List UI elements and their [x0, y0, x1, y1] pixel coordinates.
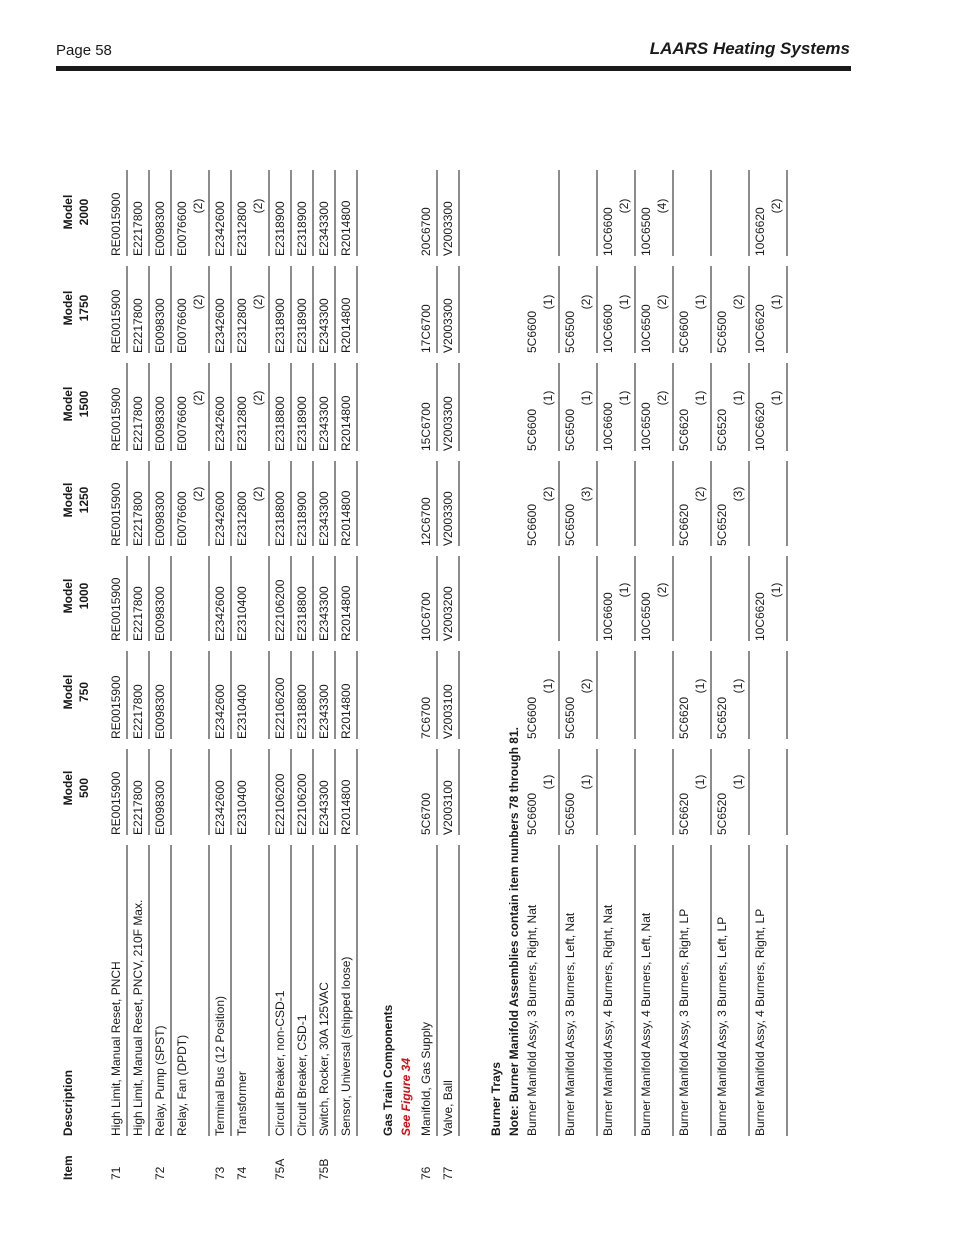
row-description: Burner Manifold Assy, 4 Burners, Right, LP — [753, 908, 767, 1136]
row-description: Burner Manifold Assy, 3 Burners, Left, LP — [715, 916, 729, 1136]
part-number: E2318800 — [295, 684, 309, 739]
part-number: 15C6700 — [419, 402, 433, 451]
quantity: (1) — [541, 678, 555, 694]
row-description: Terminal Bus (12 Position) — [213, 995, 227, 1136]
quantity: (2) — [251, 294, 265, 310]
part-number: 10C6600 — [601, 402, 615, 451]
item-number: 77 — [441, 1166, 455, 1180]
quantity: (2) — [769, 198, 783, 214]
part-number: E0098300 — [153, 586, 167, 641]
part-number: 5C6500 — [563, 408, 577, 451]
part-number: E2217800 — [131, 586, 145, 641]
row-description: Burner Manifold Assy, 4 Burners, Right, Nat — [601, 904, 615, 1136]
row-description: Circuit Breaker, CSD-1 — [295, 1014, 309, 1136]
row-description: Burner Manifold Assy, 3 Burners, Left, Nat — [563, 912, 577, 1136]
part-number: E2318900 — [295, 298, 309, 353]
header-rule — [56, 66, 851, 71]
part-number: E2343300 — [317, 298, 331, 353]
part-number: 5C6520 — [715, 696, 729, 739]
header-model-number: 1750 — [77, 294, 91, 322]
part-number: E2318900 — [295, 396, 309, 451]
row-description: High Limit, Manual Reset, PNCV, 210F Max. — [131, 899, 145, 1136]
part-number: E22106200 — [273, 773, 287, 835]
part-number: E2312800 — [235, 201, 249, 256]
quantity: (2) — [251, 198, 265, 214]
part-number: RE0015900 — [109, 675, 123, 739]
quantity: (2) — [693, 486, 707, 502]
part-number: 5C6500 — [563, 696, 577, 739]
quantity: (1) — [579, 774, 593, 790]
quantity: (1) — [693, 294, 707, 310]
quantity: (1) — [579, 390, 593, 406]
header-model-number: 1000 — [77, 582, 91, 610]
part-number: V2003100 — [441, 684, 455, 739]
part-number: E0076600 — [175, 298, 189, 353]
part-number: 5C6620 — [677, 503, 691, 546]
quantity: (2) — [191, 486, 205, 502]
part-number: 10C6500 — [639, 592, 653, 641]
header-model-label: Model — [61, 578, 75, 614]
part-number: E0098300 — [153, 298, 167, 353]
header-model-label: Model — [61, 770, 75, 806]
header-item: Item — [61, 1155, 75, 1180]
part-number: 5C6500 — [563, 792, 577, 835]
quantity: (2) — [191, 294, 205, 310]
header-model-number: 750 — [77, 681, 91, 703]
row-description: Relay, Fan (DPDT) — [175, 1034, 189, 1136]
part-number: E2217800 — [131, 684, 145, 739]
section-burner-title: Burner Trays — [489, 1061, 503, 1136]
part-number: E2217800 — [131, 780, 145, 835]
quantity: (1) — [731, 390, 745, 406]
item-number: 74 — [235, 1166, 249, 1180]
part-number: 10C6700 — [419, 592, 433, 641]
part-number: 5C6600 — [525, 696, 539, 739]
quantity: (2) — [655, 390, 669, 406]
part-number: E22106200 — [273, 579, 287, 641]
part-number: R2014800 — [339, 490, 353, 546]
row-description: Switch, Rocker, 30A 125VAC — [317, 982, 331, 1136]
quantity: (2) — [541, 486, 555, 502]
part-number: 10C6620 — [753, 592, 767, 641]
quantity: (1) — [731, 678, 745, 694]
part-number: 10C6500 — [639, 207, 653, 256]
part-number: RE0015900 — [109, 387, 123, 451]
part-number: E2343300 — [317, 491, 331, 546]
quantity: (1) — [769, 390, 783, 406]
quantity: (1) — [617, 390, 631, 406]
quantity: (1) — [769, 582, 783, 598]
quantity: (2) — [251, 390, 265, 406]
part-number: E2342600 — [213, 586, 227, 641]
quantity: (4) — [655, 198, 669, 214]
header-model-label: Model — [61, 290, 75, 326]
part-number: V2003300 — [441, 491, 455, 546]
part-number: E0076600 — [175, 201, 189, 256]
part-number: 5C6500 — [715, 310, 729, 353]
part-number: 5C6520 — [715, 408, 729, 451]
quantity: (2) — [617, 198, 631, 214]
part-number: 5C6500 — [563, 310, 577, 353]
row-description: Burner Manifold Assy, 3 Burners, Right, Nat — [525, 904, 539, 1136]
part-number: E2318900 — [273, 298, 287, 353]
row-description: Burner Manifold Assy, 4 Burners, Left, Nat — [639, 912, 653, 1136]
part-number: E2342600 — [213, 491, 227, 546]
burner-note: Note: Burner Manifold Assemblies contain item numbers 78 through 81. — [507, 727, 521, 1136]
header-model-number: 1250 — [77, 486, 91, 514]
part-number: R2014800 — [339, 395, 353, 451]
part-number: 5C6520 — [715, 503, 729, 546]
part-number: 5C6600 — [525, 408, 539, 451]
part-number: 5C6620 — [677, 696, 691, 739]
part-number: 5C6600 — [525, 792, 539, 835]
part-number: 5C6500 — [563, 503, 577, 546]
quantity: (1) — [693, 678, 707, 694]
row-description: High Limit, Manual Reset, PNCH — [109, 961, 123, 1136]
row-description: Transformer — [235, 1071, 249, 1136]
part-number: V2003100 — [441, 780, 455, 835]
part-number: E0098300 — [153, 780, 167, 835]
header-model-number: 500 — [77, 777, 91, 799]
quantity: (2) — [191, 198, 205, 214]
part-number: RE0015900 — [109, 192, 123, 256]
part-number: 7C6700 — [419, 696, 433, 739]
quantity: (1) — [693, 390, 707, 406]
row-description: Sensor, Universal (shipped loose) — [339, 956, 353, 1136]
quantity: (1) — [693, 774, 707, 790]
part-number: E0098300 — [153, 491, 167, 546]
item-number: 75A — [273, 1158, 287, 1180]
part-number: 10C6600 — [601, 592, 615, 641]
parts-table-rotated — [56, 75, 851, 1180]
quantity: (1) — [617, 582, 631, 598]
part-number: R2014800 — [339, 683, 353, 739]
part-number: RE0015900 — [109, 771, 123, 835]
part-number: E2343300 — [317, 780, 331, 835]
item-number: 75B — [317, 1158, 331, 1180]
part-number: E0098300 — [153, 396, 167, 451]
item-number: 73 — [213, 1166, 227, 1180]
part-number: 5C6600 — [525, 310, 539, 353]
part-number: E2312800 — [235, 298, 249, 353]
part-number: 5C6620 — [677, 792, 691, 835]
part-number: R2014800 — [339, 779, 353, 835]
item-number: 72 — [153, 1166, 167, 1180]
part-number: 5C6520 — [715, 792, 729, 835]
part-number: E2312800 — [235, 491, 249, 546]
part-number: E2318900 — [295, 201, 309, 256]
part-number: 17C6700 — [419, 304, 433, 353]
header-model-label: Model — [61, 386, 75, 422]
part-number: E2318800 — [295, 586, 309, 641]
part-number: 5C6700 — [419, 792, 433, 835]
quantity: (2) — [731, 294, 745, 310]
header-model-number: 1500 — [77, 390, 91, 418]
part-number: RE0015900 — [109, 577, 123, 641]
part-number: R2014800 — [339, 585, 353, 641]
part-number: V2003300 — [441, 298, 455, 353]
part-number: E0076600 — [175, 491, 189, 546]
row-description: Manifold, Gas Supply — [419, 1021, 433, 1136]
part-number: E2318900 — [273, 201, 287, 256]
header-description: Description — [61, 1069, 75, 1136]
part-number: 5C6600 — [677, 310, 691, 353]
part-number: E2312800 — [235, 396, 249, 451]
item-number: 71 — [109, 1166, 123, 1180]
quantity: (1) — [541, 294, 555, 310]
part-number: 20C6700 — [419, 207, 433, 256]
part-number: 10C6620 — [753, 304, 767, 353]
part-number: E2318800 — [273, 396, 287, 451]
part-number: E0098300 — [153, 201, 167, 256]
part-number: E2217800 — [131, 201, 145, 256]
see-figure-link: See Figure 34 — [399, 1057, 413, 1136]
part-number: R2014800 — [339, 297, 353, 353]
part-number: E0098300 — [153, 684, 167, 739]
part-number: V2003300 — [441, 201, 455, 256]
part-number: E2217800 — [131, 298, 145, 353]
quantity: (2) — [251, 486, 265, 502]
part-number: E22106200 — [273, 677, 287, 739]
part-number: R2014800 — [339, 200, 353, 256]
quantity: (2) — [655, 582, 669, 598]
quantity: (3) — [731, 486, 745, 502]
part-number: E22106200 — [295, 773, 309, 835]
part-number: 12C6700 — [419, 497, 433, 546]
quantity: (2) — [579, 678, 593, 694]
quantity: (3) — [579, 486, 593, 502]
quantity: (1) — [541, 774, 555, 790]
part-number: V2003300 — [441, 396, 455, 451]
part-number: E2342600 — [213, 298, 227, 353]
header-model-label: Model — [61, 194, 75, 230]
part-number: E2342600 — [213, 780, 227, 835]
quantity: (1) — [769, 294, 783, 310]
quantity: (2) — [579, 294, 593, 310]
header-model-label: Model — [61, 482, 75, 518]
part-number: 10C6600 — [601, 207, 615, 256]
part-number: E2342600 — [213, 396, 227, 451]
part-number: E2343300 — [317, 586, 331, 641]
part-number: E2342600 — [213, 201, 227, 256]
part-number: E2217800 — [131, 491, 145, 546]
part-number: 10C6500 — [639, 402, 653, 451]
header-model-label: Model — [61, 674, 75, 710]
quantity: (1) — [617, 294, 631, 310]
header-model-number: 2000 — [77, 198, 91, 226]
part-number: 5C6620 — [677, 408, 691, 451]
row-description: Circuit Breaker, non-CSD-1 — [273, 990, 287, 1136]
part-number: E2310400 — [235, 586, 249, 641]
part-number: 5C6600 — [525, 503, 539, 546]
quantity: (1) — [731, 774, 745, 790]
item-number: 76 — [419, 1166, 433, 1180]
quantity: (2) — [191, 390, 205, 406]
part-number: E2318800 — [273, 491, 287, 546]
part-number: 10C6620 — [753, 402, 767, 451]
part-number: E2342600 — [213, 684, 227, 739]
quantity: (2) — [655, 294, 669, 310]
part-number: RE0015900 — [109, 482, 123, 546]
row-description: Burner Manifold Assy, 3 Burners, Right, LP — [677, 908, 691, 1136]
part-number: 10C6500 — [639, 304, 653, 353]
part-number: E2310400 — [235, 780, 249, 835]
parts-table — [56, 75, 851, 1180]
part-number: 10C6600 — [601, 304, 615, 353]
part-number: 10C6620 — [753, 207, 767, 256]
page-number: Page 58 — [56, 42, 112, 59]
part-number: E0076600 — [175, 396, 189, 451]
brand-title: LAARS Heating Systems — [649, 39, 850, 58]
part-number: E2318900 — [295, 491, 309, 546]
part-number: E2343300 — [317, 396, 331, 451]
part-number: E2343300 — [317, 201, 331, 256]
row-description: Relay, Pump (SPST) — [153, 1025, 167, 1136]
part-number: E2217800 — [131, 396, 145, 451]
part-number: E2310400 — [235, 684, 249, 739]
row-description: Valve, Ball — [441, 1080, 455, 1136]
quantity: (1) — [541, 390, 555, 406]
part-number: E2343300 — [317, 684, 331, 739]
section-gas-title: Gas Train Components — [381, 1004, 395, 1136]
part-number: V2003200 — [441, 586, 455, 641]
part-number: RE0015900 — [109, 289, 123, 353]
